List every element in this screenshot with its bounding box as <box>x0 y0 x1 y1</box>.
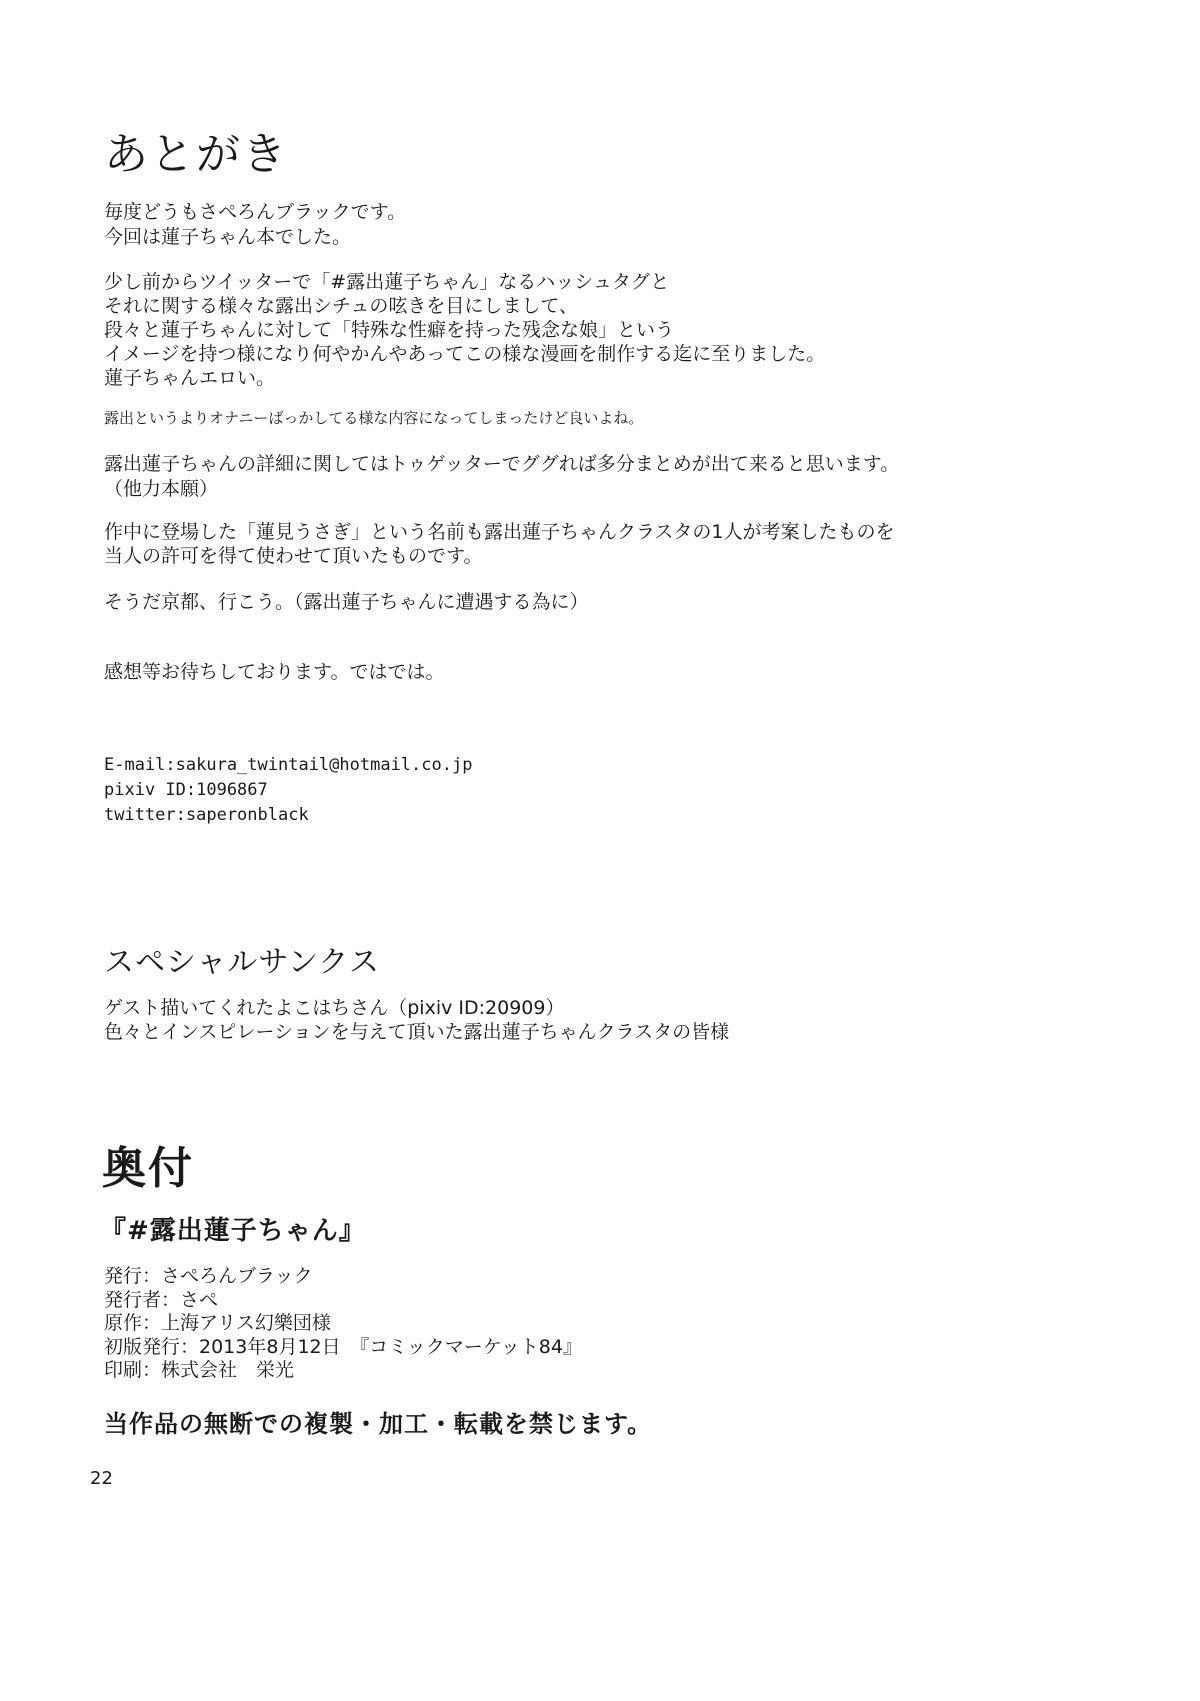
colophon-notice: 当作品の無断での複製・加工・転載を禁じます。 <box>104 1410 653 1438</box>
colophon-first-edition: 初版発行：2013年8月12日 『コミックマーケット84』 <box>104 1336 582 1358</box>
afterword-para2-line5: 蓮子ちゃんエロい。 <box>104 367 276 389</box>
contact-twitter: twitter:saperonblack <box>104 805 309 825</box>
colophon-printer: 印刷：株式会社 栄光 <box>104 1359 295 1381</box>
afterword-heading: あとがき <box>104 129 288 180</box>
colophon-publisher: 発行：さぺろんブラック <box>104 1265 313 1287</box>
afterword-para1-line2: 今回は蓮子ちゃん本でした。 <box>104 226 352 248</box>
afterword-small-note: 露出というよりオナニーばっかしてる様な内容になってしまったけど良いよね。 <box>104 409 644 427</box>
contact-email: E-mail:sakura_twintail@hotmail.co.jp <box>104 755 473 775</box>
colophon-book-title: 『#露出蓮子ちゃん』 <box>100 1216 366 1246</box>
afterword-para5: そうだ京都、行こう。（露出蓮子ちゃんに遭遇する為に） <box>104 591 589 613</box>
thanks-line1: ゲスト描いてくれたよこはちさん（pixiv ID:20909） <box>104 997 565 1019</box>
afterword-para4-line2: 当人の許可を得て使わせて頂いたものです。 <box>104 545 483 567</box>
afterword-para2-line2: それに関する様々な露出シチュの呟きを目にしまして、 <box>104 295 579 317</box>
colophon-heading: 奥付 <box>102 1143 194 1194</box>
colophon-author: 発行者：さぺ <box>104 1289 219 1311</box>
thanks-line2: 色々とインスピレーションを与えて頂いた露出蓮子ちゃんクラスタの皆様 <box>104 1021 730 1043</box>
afterword-para2-line4: イメージを持つ様になり何やかんやあってこの様な漫画を制作する迄に至りました。 <box>104 343 826 365</box>
afterword-para2-line3: 段々と蓮子ちゃんに対して「特殊な性癖を持った残念な娘」という <box>104 319 675 341</box>
afterword-para3-line1: 露出蓮子ちゃんの詳細に関してはトゥゲッターでググれば多分まとめが出て来ると思います。 <box>104 453 900 475</box>
afterword-para4-line1: 作中に登場した「蓮見うさぎ」という名前も露出蓮子ちゃんクラスタの1人が考案したものを <box>104 521 895 543</box>
contact-pixiv: pixiv ID:1096867 <box>104 780 268 800</box>
afterword-para6: 感想等お待ちしております。ではでは。 <box>104 661 445 683</box>
afterword-para3-line2: （他力本願） <box>104 478 219 500</box>
thanks-heading: スペシャルサンクス <box>104 945 380 980</box>
colophon-original: 原作：上海アリス幻樂団様 <box>104 1312 331 1334</box>
afterword-para2-line1: 少し前からツイッターで「#露出蓮子ちゃん」なるハッシュタグと <box>104 271 670 293</box>
afterword-para1-line1: 毎度どうもさぺろんブラックです。 <box>104 201 407 223</box>
page-number: 22 <box>90 1468 113 1489</box>
